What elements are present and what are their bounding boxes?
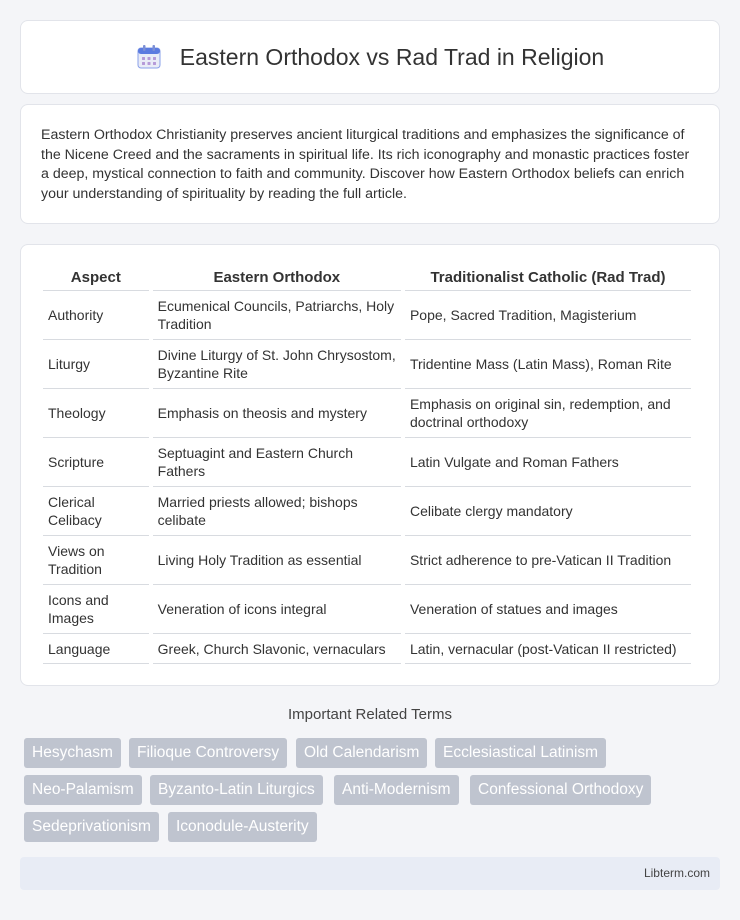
cell-rad-trad: Tridentine Mass (Latin Mass), Roman Rite bbox=[405, 340, 691, 389]
cell-aspect: Language bbox=[43, 634, 149, 664]
cell-rad-trad: Celibate clergy mandatory bbox=[405, 487, 691, 536]
tag-neo-palamism[interactable]: Neo-Palamism bbox=[24, 775, 142, 805]
tag-filioque-controversy[interactable]: Filioque Controversy bbox=[129, 738, 287, 768]
table-header-row bbox=[43, 263, 691, 291]
cell-aspect: Clerical Celibacy bbox=[43, 487, 149, 536]
cell-rad-trad: Veneration of statues and images bbox=[405, 585, 691, 634]
header-card bbox=[20, 20, 720, 94]
cell-eastern-orthodox: Septuagint and Eastern Church Fathers bbox=[153, 438, 401, 487]
tag-old-calendarism[interactable]: Old Calendarism bbox=[296, 738, 427, 768]
intro-card bbox=[20, 104, 720, 224]
tag-anti-modernism[interactable]: Anti-Modernism bbox=[334, 775, 459, 805]
cell-eastern-orthodox: Veneration of icons integral bbox=[153, 585, 401, 634]
tag-hesychasm[interactable]: Hesychasm bbox=[24, 738, 121, 768]
cell-aspect: Authority bbox=[43, 291, 149, 340]
cell-aspect: Liturgy bbox=[43, 340, 149, 389]
cell-aspect: Theology bbox=[43, 389, 149, 438]
header-eastern-orthodox: Eastern Orthodox bbox=[153, 263, 401, 291]
header-rad-trad: Traditionalist Catholic (Rad Trad) bbox=[405, 263, 691, 291]
cell-aspect: Views on Tradition bbox=[43, 536, 149, 585]
tag-iconodule-austerity[interactable]: Iconodule-Austerity bbox=[168, 812, 317, 842]
cell-eastern-orthodox: Greek, Church Slavonic, vernaculars bbox=[153, 634, 401, 664]
cell-eastern-orthodox: Married priests allowed; bishops celibate bbox=[153, 487, 401, 536]
comparison-table bbox=[39, 263, 695, 664]
table-row bbox=[43, 291, 691, 340]
footer-site-link[interactable]: Libterm.com bbox=[643, 866, 710, 880]
table-row bbox=[43, 536, 691, 585]
comparison-table-card bbox=[20, 244, 720, 686]
cell-eastern-orthodox: Ecumenical Councils, Patriarchs, Holy Tradition bbox=[153, 291, 401, 340]
tag-sedeprivationism[interactable]: Sedeprivationism bbox=[24, 812, 159, 842]
cell-eastern-orthodox: Emphasis on theosis and mystery bbox=[153, 389, 401, 438]
cell-rad-trad: Emphasis on original sin, redemption, and doctrinal orthodoxy bbox=[405, 389, 691, 438]
footer bbox=[20, 857, 720, 890]
header-aspect: Aspect bbox=[43, 263, 149, 291]
tag-ecclesiastical-latinism[interactable]: Ecclesiastical Latinism bbox=[435, 738, 606, 768]
tag-byzanto-latin-liturgics[interactable]: Byzanto-Latin Liturgics bbox=[150, 775, 323, 805]
cell-aspect: Icons and Images bbox=[43, 585, 149, 634]
cell-rad-trad: Latin, vernacular (post-Vatican II restricted) bbox=[405, 634, 691, 664]
tag-confessional-orthodoxy[interactable]: Confessional Orthodoxy bbox=[470, 775, 651, 805]
table-row bbox=[43, 585, 691, 634]
calendar-icon bbox=[136, 44, 162, 70]
cell-rad-trad: Strict adherence to pre-Vatican II Tradition bbox=[405, 536, 691, 585]
table-row bbox=[43, 438, 691, 487]
table-row bbox=[43, 340, 691, 389]
intro-text: Eastern Orthodox Christianity preserves ancient liturgical traditions and emphasizes the significance of the Nicene Creed and the sacraments in spiritual life. Its rich iconography and monastic practices foster a deep, mystical connection to faith and community. Discover how Eastern Orthodox beliefs can enrich your understanding of spirituality by reading the full article. bbox=[41, 127, 690, 202]
related-terms-title: Important Related Terms bbox=[288, 706, 452, 723]
table-row bbox=[43, 389, 691, 438]
page-title: Eastern Orthodox vs Rad Trad in Religion bbox=[179, 43, 605, 70]
table-row bbox=[43, 634, 691, 664]
cell-aspect: Scripture bbox=[43, 438, 149, 487]
cell-eastern-orthodox: Living Holy Tradition as essential bbox=[153, 536, 401, 585]
cell-rad-trad: Pope, Sacred Tradition, Magisterium bbox=[405, 291, 691, 340]
cell-eastern-orthodox: Divine Liturgy of St. John Chrysostom, Byzantine Rite bbox=[153, 340, 401, 389]
table-row bbox=[43, 487, 691, 536]
cell-rad-trad: Latin Vulgate and Roman Fathers bbox=[405, 438, 691, 487]
